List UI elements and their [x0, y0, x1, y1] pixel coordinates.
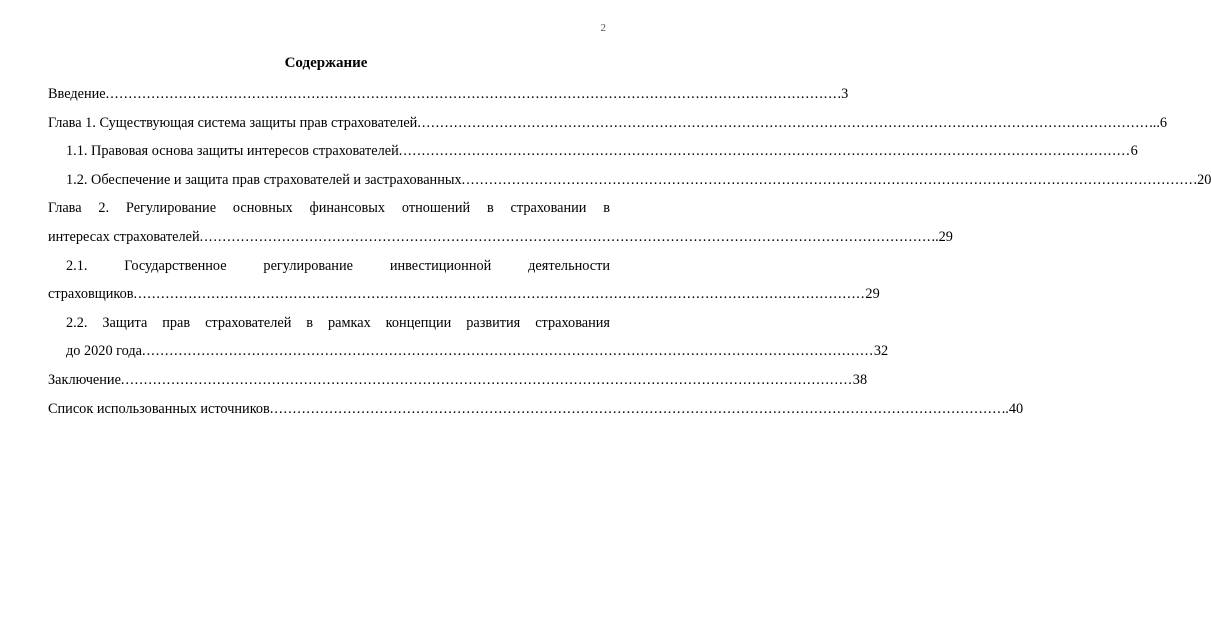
toc-entry-section-2-1-line1: 2.1. Государственное регулирование инвестиционной деятельности [66, 257, 610, 274]
toc-entry-text: Заключение [48, 371, 121, 388]
toc-entry-introduction [48, 80, 849, 109]
toc-entry-text: интересах страхователей [48, 228, 200, 245]
toc-entry-page: 6 [1130, 143, 1138, 160]
dot-leader: ................................................................................................................................................................ [398, 143, 1131, 160]
toc-entry-chapter-1 [48, 109, 1168, 138]
toc-entry-section-2-2-line1: 2.2. Защита прав страхователей в рамках концепции развития страхования [66, 314, 610, 331]
toc-entry-text: Список использованных источников [48, 400, 270, 417]
dot-leader: ................................................................................................................................................................ [417, 114, 1150, 131]
toc-entry-conclusion [48, 366, 868, 395]
toc-entry-chapter-2-line2 [48, 223, 953, 252]
toc-title: Содержание [284, 55, 368, 71]
toc-entry-text: Введение [48, 86, 106, 102]
page-number: 2 [600, 22, 606, 34]
toc-entry-page: .3 [837, 86, 849, 102]
toc-entry-page: ..40 [1001, 400, 1024, 417]
toc-entry-page: 32 [873, 343, 889, 360]
toc-entry-section-2-1-line2 [48, 280, 880, 309]
dot-leader: ................................................................................................................................................................ [142, 343, 874, 360]
toc-entry-section-1-1 [48, 137, 1138, 166]
dot-leader: ................................................................................................................................................................ [133, 286, 866, 303]
toc-entry-page: ..29 [931, 228, 953, 245]
toc-entry-page: 29 [865, 286, 880, 303]
toc-entry-section-1-2 [48, 166, 1211, 195]
toc-entry-page: ...6 [1149, 114, 1168, 131]
table-of-contents [48, 80, 1211, 423]
dot-leader: ................................................................................................................................................................ [461, 171, 1194, 188]
toc-entry-section-2-2-line2 [48, 337, 889, 366]
dot-leader: ................................................................................................................................................................ [120, 371, 853, 388]
toc-entry-text: до 2020 года [66, 343, 143, 360]
toc-entry-text: страховщиков [48, 286, 134, 303]
toc-entry-text: Глава 1. Существующая система защиты прав страхователей [48, 114, 418, 131]
toc-entry-chapter-2-line1: Глава 2. Регулирование основных финансовых отношений в страховании в [48, 200, 610, 217]
dot-leader: ................................................................................................................................................................ [105, 86, 838, 102]
toc-entry-page: 38 [852, 371, 868, 388]
toc-entry-page: .20 [1193, 171, 1211, 188]
dot-leader: ................................................................................................................................................................ [199, 228, 932, 245]
toc-entry-references [48, 395, 1024, 424]
toc-entry-text: 1.2. Обеспечение и защита прав страхователей и застрахованных [66, 171, 462, 188]
toc-entry-text: 1.1. Правовая основа защиты интересов страхователей [66, 143, 399, 160]
dot-leader: ................................................................................................................................................................ [269, 400, 1002, 417]
